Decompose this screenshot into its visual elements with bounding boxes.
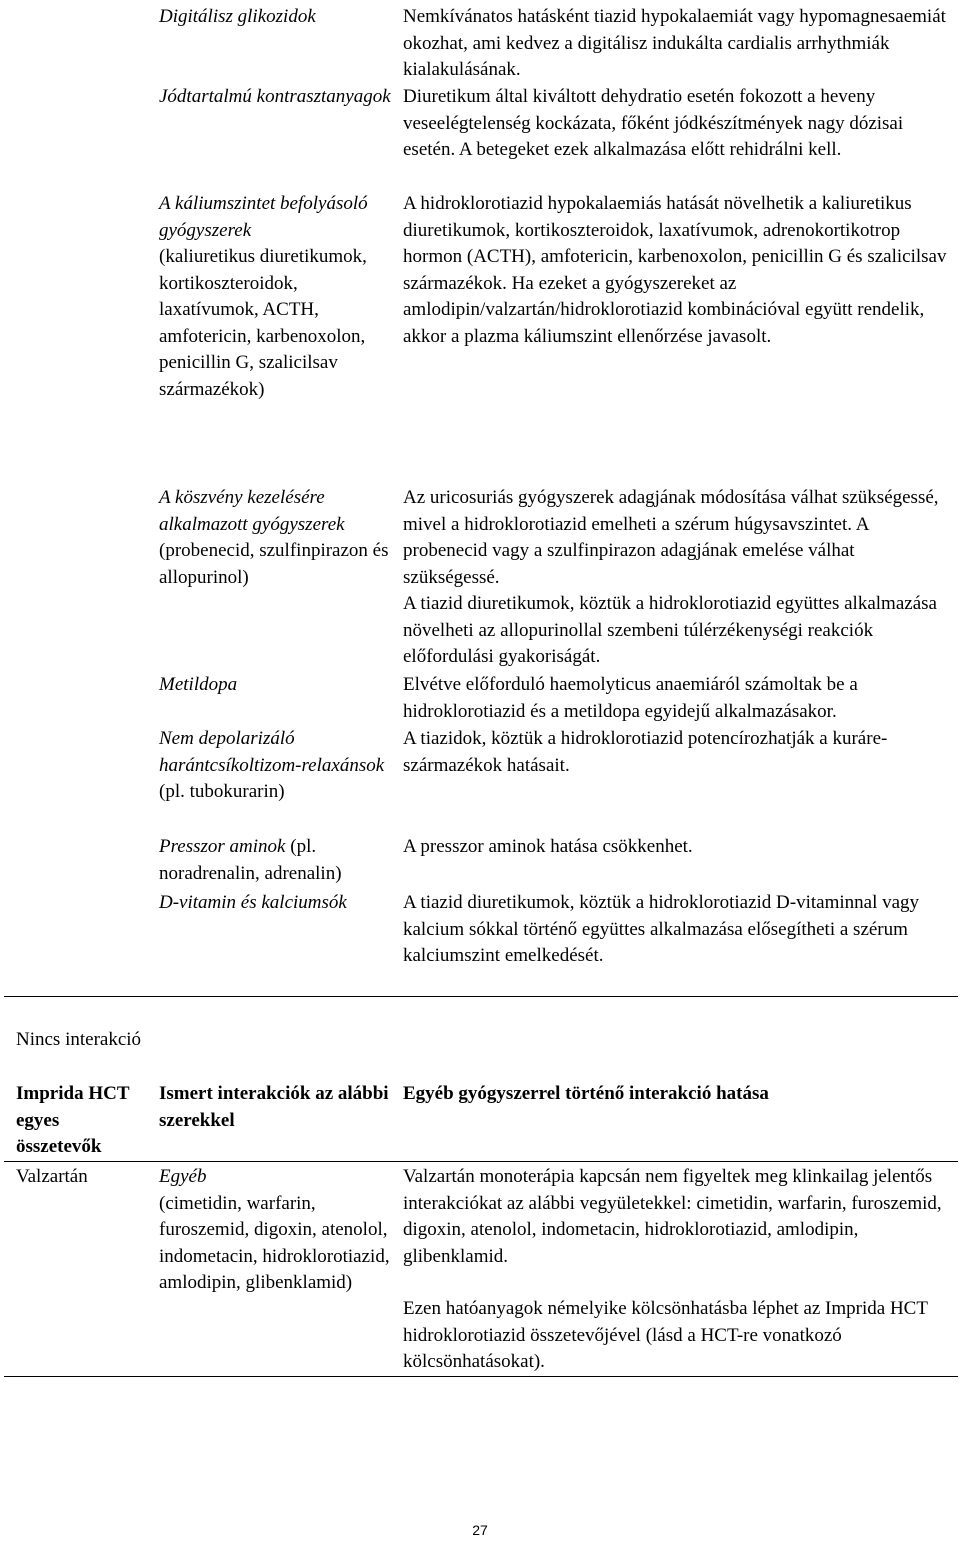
drug-potassium-list: (kaliuretikus diuretikumok, kortikoszteroidok, laxatívumok, ACTH, amfotericin, karbenoxolon, penicillin G, szalicilsav származékok)	[159, 246, 367, 400]
effect-pressor: A presszor aminok hatása csökkenhet.	[403, 836, 693, 857]
drug-gout-list: (probenecid, szulfinpirazon és allopurinol)	[159, 540, 389, 588]
effect-valsartan	[403, 1164, 953, 1376]
effect-potassium: A hidroklorotiazid hypokalaemiás hatását növelhetik a kaliuretikus diuretikumok, kortikoszteroidok, laxatívumok, adrenokortikotrop hormon (ACTH), amfotericin, karbenoxolon, penicillin G és szalicilsav származékok. Ha ezeket a gyógyszereket az amlodipin/valzartán/hidroklorotiazid kombinációval együtt rendelik, akkor a plazma káliumszint ellenőrzése javasolt.	[403, 193, 947, 347]
effect-gout-2: A tiazid diuretikumok, köztük a hidroklorotiazid együttes alkalmazása növelheti az allopurinollal szembeni túlérzékenységi reakciók előfordulási gyakoriságát.	[403, 593, 937, 667]
no-interaction-label: Nincs interakció	[16, 1029, 142, 1050]
drug-potassium	[159, 191, 395, 403]
drug-other	[159, 1164, 395, 1297]
page-number: 27	[472, 1522, 488, 1538]
drug-relaxants-list: (pl. tubokurarin)	[159, 781, 285, 802]
header-component: Imprida HCT egyes összetevők	[16, 1083, 130, 1157]
component-valsartan: Valzartán	[16, 1166, 88, 1187]
drug-digitalis: Digitálisz glikozidok	[159, 6, 316, 27]
header-effect: Egyéb gyógyszerrel történő interakció hatása	[403, 1083, 769, 1104]
drug-other-name: Egyéb	[159, 1166, 207, 1187]
effect-gout-1: Az uricosuriás gyógyszerek adagjának módosítása válhat szükségessé, mivel a hidroklorotiazid emelheti a szérum húgysavszintet. A probenecid vagy a szulfinpirazon adagjának emelése válhat szükségessé.	[403, 487, 939, 588]
effect-valsartan-2: Ezen hatóanyagok némelyike kölcsönhatásba léphet az Imprida HCT hidroklorotiazid összetevőjével (lásd a HCT-re vonatkozó kölcsönhatásokat).	[403, 1298, 928, 1372]
drug-potassium-name: A káliumszintet befolyásoló gyógyszerek	[159, 193, 368, 241]
header-interactions: Ismert interakciók az alábbi szerekkel	[159, 1083, 389, 1131]
drug-gout-name: A köszvény kezelésére alkalmazott gyógyszerek	[159, 487, 345, 535]
drug-contrast: Jódtartalmú kontrasztanyagok	[159, 86, 391, 107]
effect-valsartan-1: Valzartán monoterápia kapcsán nem figyeltek meg klinkailag jelentős interakciókat az alábbi vegyületekkel: cimetidin, warfarin, furoszemid, digoxin, atenolol, indometacin, hidroklorotiazid, amlodipin, glibenklamid.	[403, 1166, 942, 1267]
drug-methyldopa: Metildopa	[159, 674, 238, 695]
effect-vitamin-d: A tiazid diuretikumok, köztük a hidroklorotiazid D-vitaminnal vagy kalcium sókkal történő együttes alkalmazása elősegítheti a szérum kalciumszint emelkedését.	[403, 892, 920, 966]
effect-digitalis: Nemkívánatos hatásként tiazid hypokalaemiát vagy hypomagnesaemiát okozhat, ami kedvez a digitálisz indukálta cardialis arrhythmiák kialakulásának.	[403, 6, 946, 80]
table-divider-bottom	[4, 1376, 958, 1377]
header-divider	[4, 1161, 958, 1162]
drug-relaxants-name: Nem depolarizáló harántcsíkoltizom-relaxánsok	[159, 728, 385, 776]
drug-other-list: (cimetidin, warfarin, furoszemid, digoxin, atenolol, indometacin, hidroklorotiazid, amlodipin, glibenklamid)	[159, 1192, 390, 1293]
table-divider-top	[4, 996, 958, 997]
effect-contrast: Diuretikum által kiváltott dehydratio esetén fokozott a heveny veseelégtelenség kockázata, főként jódkészítmények nagy dózisai esetén. A betegeket ezek alkalmazása előtt rehidrálni kell.	[403, 86, 904, 160]
drug-gout	[159, 485, 395, 591]
effect-gout	[403, 485, 953, 671]
drug-pressor	[159, 834, 395, 887]
drug-pressor-list: (pl. noradrenalin, adrenalin)	[159, 836, 342, 884]
drug-relaxants	[159, 726, 395, 806]
effect-relaxants: A tiazidok, köztük a hidroklorotiazid potencírozhatják a kuráre-származékok hatásait.	[403, 728, 888, 776]
drug-vitamin-d: D-vitamin és kalciumsók	[159, 892, 347, 913]
effect-methyldopa: Elvétve előforduló haemolyticus anaemiáról számoltak be a hidroklorotiazid és a metildopa egyidejű alkalmazásakor.	[403, 674, 858, 722]
drug-pressor-name: Presszor aminok	[159, 836, 286, 857]
